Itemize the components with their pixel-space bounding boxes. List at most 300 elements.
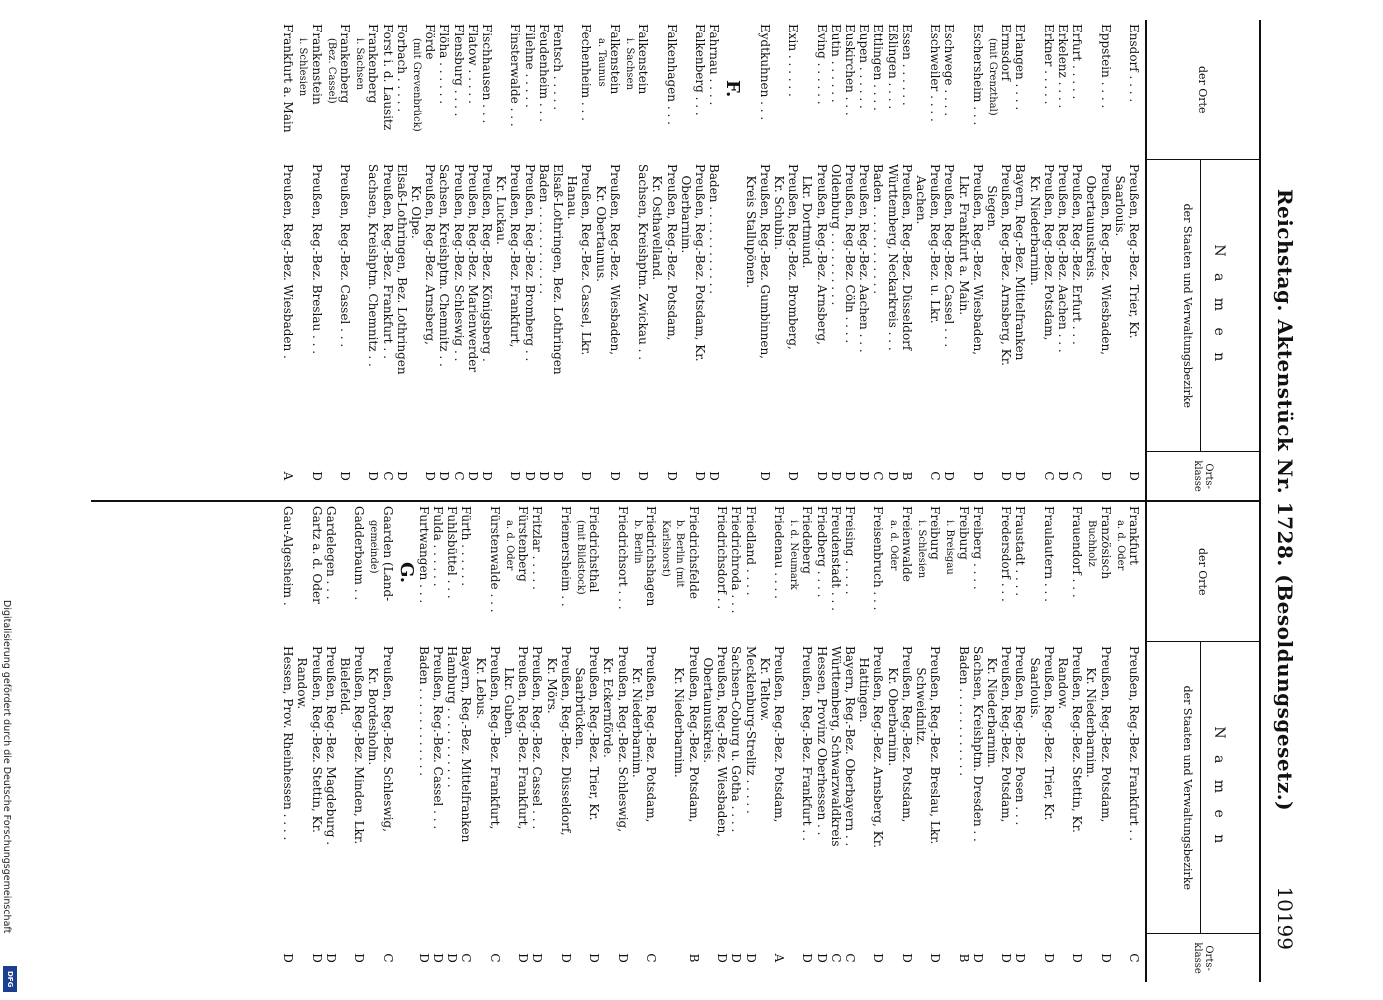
class-cell: D: [516, 953, 531, 963]
class-cell: C: [1127, 953, 1141, 963]
state-district-cell: Kr. Teltow.: [757, 646, 772, 722]
state-district-cell: Sachsen, Kreishptm. Chemnitz . .: [366, 164, 381, 367]
place-cell: [1027, 20, 1041, 160]
state-district-cell: Preußen, Reg.-Bez. Aachen . . .: [1055, 164, 1070, 353]
state-district-cell: Preußen, Reg.-Bez. Stettin, Kr.: [309, 646, 324, 833]
state-district-cell: Preußen, Reg.-Bez. Arnsberg,: [423, 164, 438, 345]
class-cell: D: [693, 471, 708, 481]
place-cell: Friedeberg: [800, 506, 815, 574]
place-cell: [601, 502, 615, 642]
state-district-cell: Preußen, Reg.-Bez. Potsdam,: [899, 646, 914, 823]
class-cell: D: [1013, 953, 1028, 963]
state-district-cell: Lkr. Frankfurt a. Main.: [956, 164, 971, 316]
place-cell: Eschweiler . . . .: [928, 24, 943, 122]
place-cell: Flensburg . . . .: [451, 24, 466, 117]
class-cell: [1113, 935, 1127, 982]
place-cell: Forbach . . . . .: [394, 24, 409, 113]
class-cell: [658, 935, 672, 982]
table-row: [1042, 502, 1056, 982]
place-cell: [295, 502, 309, 642]
col-header-namen: [1147, 160, 1259, 452]
table-row: [985, 20, 999, 500]
table-row: [743, 502, 757, 982]
class-cell: [324, 453, 338, 500]
state-district-cell: Kr. Lebus.: [473, 646, 488, 719]
state-district-cell: [324, 170, 338, 453]
class-cell: [1084, 452, 1098, 500]
table-row: [772, 20, 786, 500]
state-district-cell: Elsaß-Lothringen, Bez. Lothringen: [394, 164, 409, 375]
state-district-cell: Preußen, Reg.-Bez. Bromberg,: [786, 164, 801, 350]
table-row: [999, 502, 1013, 982]
table-row: [366, 20, 380, 500]
state-district-cell: Hessen, Provinz Oberhessen . .: [814, 646, 829, 836]
class-cell: D: [522, 471, 537, 481]
class-cell: D: [857, 471, 872, 481]
table-row: [758, 20, 772, 500]
place-cell: Forst i. d. Lausitz: [380, 24, 395, 131]
class-cell: D: [480, 471, 495, 481]
table-row: [537, 20, 551, 500]
table-row: [636, 20, 650, 500]
table-row: [622, 20, 636, 500]
table-row: [985, 502, 999, 982]
state-district-cell: [622, 170, 636, 453]
place-cell: Erlangen . . . .: [1013, 24, 1028, 111]
state-district-cell: Schweidnitz.: [913, 655, 928, 746]
state-district-cell: Preußen, Reg.-Bez. Potsdam,: [1098, 646, 1113, 823]
place-cell: Erkner . . . . .: [1041, 24, 1056, 105]
table-row: [551, 20, 565, 500]
state-district-cell: Preußen, Reg.-Bez. Gumbinnen,: [757, 164, 772, 359]
state-district-cell: Preußen, Reg.-Bez. Frankfurt,: [508, 164, 523, 348]
state-district-cell: Oberbarnim.: [678, 164, 693, 254]
table-row: [579, 20, 593, 500]
place-cell: Friedrichsdorf . .: [715, 506, 730, 610]
table-row: [665, 20, 679, 500]
table-row: [900, 502, 914, 982]
state-district-cell: Preußen, Reg.-Bez. Breslau, Lkr.: [928, 646, 943, 845]
class-cell: [721, 458, 743, 500]
state-district-cell: Preußen, Reg.-Bez. Frankfurt . .: [800, 646, 815, 841]
state-district-cell: Preußen, Reg.-Bez. Cassel . . .: [530, 646, 545, 830]
class-cell: D: [814, 953, 829, 963]
state-district-cell: Preußen, Reg.-Bez. Wiesbaden,: [715, 646, 730, 838]
col-header-namen-title: N a m e n: [1210, 244, 1227, 368]
table-row: [956, 502, 970, 982]
class-cell: D: [828, 471, 843, 481]
place-cell: (mit Grenzthal): [986, 38, 998, 116]
place-cell: Gaarden (Land-: [380, 506, 395, 602]
class-cell: [985, 934, 999, 982]
state-district-cell: Preußen, Reg.-Bez. Cöln . . . .: [842, 164, 857, 344]
class-cell: C: [644, 953, 659, 963]
table-row: [743, 20, 757, 500]
state-district-cell: Preußen, Reg.-Bez. Minden, Lkr.: [352, 646, 367, 845]
right-table: [91, 502, 1261, 982]
class-cell: [494, 452, 508, 500]
class-cell: D: [536, 471, 551, 481]
place-cell: Feudenheim . . .: [536, 24, 551, 122]
class-cell: D: [1127, 471, 1141, 481]
table-row: [715, 502, 729, 982]
class-cell: D: [1098, 471, 1113, 481]
state-district-cell: Preußen, Reg.-Bez. Erfurt . . .: [1070, 164, 1085, 345]
state-district-cell: Baden . . . . . . . . . . . .: [536, 164, 551, 295]
place-cell: Eppstein . . . .: [1098, 24, 1113, 109]
state-district-cell: Preußen, Reg.-Bez. Frankfurt . .: [380, 164, 395, 359]
table-row: [459, 502, 473, 982]
place-cell: Friemersheim . .: [558, 506, 573, 607]
table-row: [1098, 20, 1112, 500]
place-cell: Fürth . . . . . .: [459, 506, 474, 587]
table-row: [871, 20, 885, 500]
state-district-cell: Preußen, Reg.-Bez. Potsdam,: [686, 646, 701, 823]
class-cell: [395, 940, 417, 982]
class-cell: B: [899, 471, 914, 481]
state-district-cell: [295, 170, 309, 453]
place-cell: [800, 20, 814, 160]
class-cell: D: [786, 471, 801, 481]
place-cell: Fraulautern . . .: [1041, 506, 1056, 602]
place-cell: Friedrichsort . . .: [615, 506, 630, 610]
table-row: [1084, 502, 1098, 982]
table-row: [679, 20, 693, 500]
table-row: [1027, 502, 1041, 982]
class-cell: D: [999, 471, 1014, 481]
state-district-cell: Preußen, Reg.-Bez. Trier, Kr.: [587, 646, 602, 821]
class-cell: D: [715, 953, 730, 963]
place-cell: Fulda . . . . . .: [431, 506, 446, 587]
place-cell: a. d. Oder: [887, 520, 899, 571]
table-row: [565, 20, 579, 500]
table-row: [900, 20, 914, 500]
table-row: [309, 20, 323, 500]
class-cell: D: [707, 471, 722, 481]
place-cell: Flöha . . . . . .: [437, 24, 452, 105]
place-cell: Freising . . . . .: [842, 506, 857, 595]
table-row: [914, 502, 928, 982]
state-district-cell: Preußen, Reg.-Bez. Magdeburg .: [323, 646, 338, 846]
class-cell: D: [607, 471, 622, 481]
class-cell: D: [437, 471, 452, 481]
place-cell: F.: [722, 80, 744, 98]
place-cell: Friedrichshagen: [644, 506, 659, 607]
class-cell: [352, 453, 366, 500]
table-row: [829, 502, 843, 982]
place-cell: Fürstenwalde . . .: [487, 506, 502, 613]
state-district-cell: Preußen, Reg.-Bez. Cassel . . .: [431, 646, 446, 830]
place-cell: [914, 20, 928, 160]
place-cell: [701, 502, 715, 642]
place-cell: Ensdorf . . . .: [1127, 24, 1141, 103]
state-district-cell: Kr. Olpe.: [409, 173, 424, 239]
class-cell: D: [999, 953, 1014, 963]
table-row: [1056, 502, 1070, 982]
table-row: [295, 20, 309, 500]
place-cell: [338, 502, 352, 642]
class-cell: [295, 934, 309, 982]
table-row: [573, 502, 587, 982]
class-cell: D: [465, 471, 480, 481]
place-cell: Erkelenz . . . .: [1055, 24, 1070, 109]
table-row: [956, 20, 970, 500]
class-cell: C: [451, 471, 466, 481]
table-row: [999, 20, 1013, 500]
state-district-cell: [352, 170, 366, 453]
table-row: [544, 502, 558, 982]
place-cell: Eschwege . . . .: [942, 24, 957, 117]
table-row: [707, 20, 721, 500]
place-cell: Frankfurt a. Main: [281, 24, 296, 133]
place-cell: Flatow . . . . .: [465, 24, 480, 104]
class-cell: [786, 935, 800, 982]
table-row: [1070, 20, 1084, 500]
table-row: [380, 502, 394, 982]
footer-strip: [2, 0, 22, 1000]
table-row: [309, 502, 323, 982]
class-cell: D: [885, 471, 900, 481]
state-district-cell: Preußen, Reg.-Bez. Schleswig,: [380, 646, 395, 833]
place-cell: Eydtkuhnen . . .: [757, 24, 772, 121]
class-cell: [544, 934, 558, 982]
place-cell: Ermsdorf: [999, 24, 1014, 82]
class-cell: C: [842, 953, 857, 963]
place-cell: Falkenhagen . . .: [664, 24, 679, 125]
class-cell: [473, 934, 487, 982]
state-district-cell: Preußen, Reg.-Bez. Potsdam, Kr.: [693, 164, 708, 362]
table-row: [559, 502, 573, 982]
place-cell: Essen . . . . . .: [899, 24, 914, 106]
col-header-klasse: Orts-klasse: [1192, 942, 1214, 974]
place-cell: Falkenstein: [607, 24, 622, 95]
table-row: [395, 20, 409, 500]
place-cell: Freisenbruch . . .: [871, 506, 886, 611]
page-title: Reichstag. Aktenstück Nr. 1728. (Besoldungsgesetz.): [1273, 188, 1297, 812]
table-columns: [91, 20, 1261, 980]
state-district-cell: Bielefeld.: [338, 646, 353, 716]
place-cell: Exin . . . . . .: [786, 24, 801, 97]
table-row: [601, 502, 615, 982]
place-cell: Förde: [423, 24, 438, 60]
class-cell: C: [380, 471, 395, 481]
table-row: [928, 502, 942, 982]
place-cell: i. Schlesien: [297, 38, 309, 97]
table-row: [786, 502, 800, 982]
state-district-cell: Preußen, Reg.-Bez. Arnsberg, Kr.: [871, 646, 886, 848]
place-cell: Eschersheim . . .: [970, 24, 985, 126]
place-cell: Gau-Algesheim .: [281, 506, 296, 606]
col-header-staaten: der Staaten und Verwaltungsbezirke: [1179, 642, 1200, 933]
table-row: [1113, 502, 1127, 982]
place-cell: Gardelegen . . .: [323, 506, 338, 600]
state-district-cell: Preußen, Reg.-Bez. Schleswig,: [615, 646, 630, 833]
state-district-cell: Preußen, Reg.-Bez. Potsdam,: [999, 646, 1014, 823]
table-row: [295, 502, 309, 982]
table-row: [1027, 20, 1041, 500]
place-cell: (mit Bildstock): [575, 520, 587, 595]
place-cell: [494, 20, 508, 160]
state-district-cell: Bayern, Reg.-Bez. Oberbayern . .: [842, 646, 857, 847]
place-cell: b. Berlin (mit: [674, 520, 686, 588]
class-cell: D: [1041, 953, 1056, 963]
place-cell: Friedrichsfelde: [686, 506, 701, 600]
class-cell: D: [800, 953, 815, 963]
page-header: [1265, 20, 1305, 980]
place-cell: Frankenberg: [366, 24, 381, 104]
table-row: [338, 502, 352, 982]
table-row: [488, 502, 502, 982]
state-district-cell: [786, 652, 800, 935]
class-cell: [601, 934, 615, 982]
state-district-cell: Kr. Niederbarnim.: [672, 655, 687, 778]
place-cell: Eßlingen . . . .: [885, 24, 900, 110]
class-cell: [857, 934, 871, 982]
place-cell: [956, 20, 970, 160]
table-header: [1145, 502, 1261, 982]
state-district-cell: Obertaunuskreis.: [700, 646, 715, 764]
place-cell: Fuhlsbüttel . . .: [445, 506, 460, 599]
state-district-cell: Preußen, Reg.-Bez. Bromberg . .: [522, 164, 537, 362]
class-cell: D: [338, 471, 353, 481]
state-district-cell: Sachsen, Kreishptm. Chemnitz . .: [437, 164, 452, 367]
state-district-cell: Aachen.: [913, 164, 928, 225]
table-row: [786, 20, 800, 500]
table-row: [871, 502, 885, 982]
col-header-staaten: der Staaten und Verwaltungsbezirke: [1179, 160, 1200, 451]
class-cell: C: [871, 471, 886, 481]
table-row: [942, 502, 956, 982]
place-cell: Freudenstadt . . .: [828, 506, 843, 611]
state-district-cell: Preußen, Reg.-Bez. Potsdam,: [664, 164, 679, 341]
class-cell: D: [942, 471, 957, 481]
state-district-cell: Preußen, Reg.-Bez. Cassel . . .: [942, 164, 957, 348]
class-cell: D: [309, 953, 324, 963]
place-cell: gemeinde): [368, 520, 380, 574]
table-row: [423, 20, 437, 500]
table-row: [366, 502, 380, 982]
class-cell: [942, 935, 956, 982]
document-page: [85, 20, 1305, 980]
class-cell: [885, 935, 899, 982]
table-row: [843, 502, 857, 982]
place-cell: Freiberg . . . .: [970, 506, 985, 590]
table-row: [615, 502, 629, 982]
state-district-cell: Preußen, Reg.-Bez. Trier, Kr.: [1041, 646, 1056, 821]
section-letter-row: [395, 502, 417, 982]
place-cell: Fritzlar . . . . .: [530, 506, 545, 590]
state-district-cell: Kreis Stallupönen.: [743, 164, 758, 288]
place-cell: [985, 502, 999, 642]
place-cell: Ettlingen . . . .: [871, 24, 886, 111]
state-district-cell: Preußen, Reg.-Bez. Wiesbaden,: [607, 164, 622, 356]
class-cell: [679, 452, 693, 500]
class-cell: D: [871, 953, 886, 963]
table-row: [1084, 20, 1098, 500]
place-cell: a. d. Oder: [504, 520, 516, 571]
class-cell: D: [729, 953, 744, 963]
place-cell: [544, 502, 558, 642]
table-row: [857, 20, 871, 500]
class-cell: C: [1041, 471, 1056, 481]
class-cell: C: [459, 953, 474, 963]
class-cell: [1027, 452, 1041, 500]
class-cell: D: [743, 953, 758, 963]
place-cell: [743, 20, 757, 160]
col-header-namen-title: N a m e n: [1210, 726, 1227, 850]
state-district-cell: Kr. Luckau.: [494, 164, 509, 245]
table-row: [1127, 20, 1141, 500]
table-row: [971, 502, 985, 982]
place-cell: b. Berlin: [631, 520, 643, 564]
class-cell: C: [828, 953, 843, 963]
class-cell: [630, 935, 644, 982]
col-header-ort: der Orte: [1147, 20, 1259, 160]
class-cell: [985, 453, 999, 500]
left-table: [91, 20, 1261, 502]
table-row: [530, 502, 544, 982]
table-row: [658, 502, 672, 982]
state-district-cell: Kr. Obertaunus.: [593, 173, 608, 282]
table-row: [1013, 502, 1027, 982]
class-cell: D: [394, 471, 409, 481]
state-district-cell: Kr. Schubin.: [771, 164, 786, 250]
class-cell: C: [1070, 471, 1085, 481]
table-row: [693, 20, 707, 500]
table-row: [587, 502, 601, 982]
place-cell: Eutin . . . . . .: [828, 24, 843, 103]
place-cell: Friedenau . . . .: [771, 506, 786, 599]
state-district-cell: Elsaß-Lothringen, Bez. Lothringen: [551, 164, 566, 375]
class-cell: D: [1098, 953, 1113, 963]
footer-credit-text: Digitalisierung gefördert durch die Deutsche Forschungsgemeinschaft: [1, 600, 12, 934]
table-row: [885, 20, 899, 500]
state-district-cell: Preußen, Reg.-Bez. Stettin, Kr.: [1070, 646, 1085, 833]
class-cell: [914, 452, 928, 500]
class-cell: D: [587, 953, 602, 963]
class-cell: [772, 452, 786, 500]
place-cell: Frankenberg: [338, 24, 353, 104]
table-row: [417, 502, 431, 982]
table-row: [1056, 20, 1070, 500]
class-cell: D: [615, 953, 630, 963]
table-header: [1145, 20, 1261, 500]
state-district-cell: Preußen, Reg.-Bez. Düsseldorf: [899, 164, 914, 351]
place-cell: Fredersdorf . . .: [999, 506, 1014, 602]
state-district-cell: Preußen, Reg.-Bez. Marienwerder: [465, 164, 480, 373]
place-cell: Gartz a. d. Oder: [309, 506, 324, 604]
state-district-cell: Preußen, Reg.-Bez. Wiesbaden .: [281, 164, 296, 359]
table-row: [409, 20, 423, 500]
class-cell: [1056, 934, 1070, 982]
table-row: [445, 502, 459, 982]
class-cell: [1027, 934, 1041, 982]
state-district-cell: Preußen, Reg.-Bez. Aachen . . .: [857, 164, 872, 353]
table-row: [814, 20, 828, 500]
class-cell: D: [664, 471, 679, 481]
table-row: [1098, 502, 1112, 982]
place-cell: Filehne . . . . .: [522, 24, 537, 108]
state-district-cell: [942, 652, 956, 935]
state-district-cell: Kr. Niederbarnim.: [984, 646, 999, 768]
state-district-cell: Siegen.: [984, 173, 999, 231]
place-cell: Fraustadt . . . .: [1013, 506, 1028, 597]
page-number: 10199: [1273, 886, 1297, 950]
state-district-cell: Baden . . . . . . . . . . . .: [707, 164, 722, 295]
state-district-cell: Randow.: [1055, 646, 1070, 710]
class-cell: D: [842, 471, 857, 481]
class-cell: [800, 452, 814, 500]
